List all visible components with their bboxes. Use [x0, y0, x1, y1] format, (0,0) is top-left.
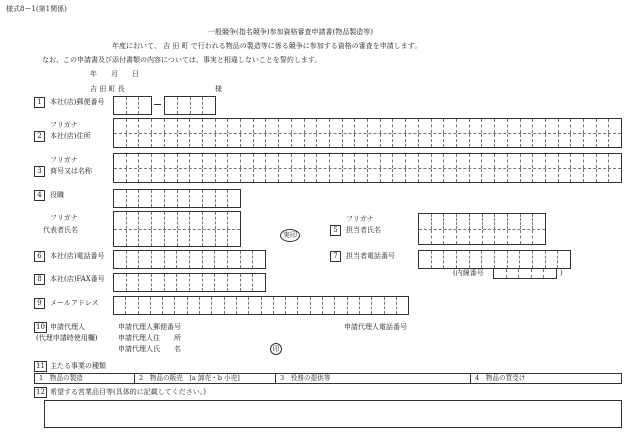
rep-name-label: 代表者氏名 — [43, 226, 78, 234]
contact-phone-input[interactable] — [418, 250, 571, 269]
agent-postal-label: 申請代理人郵便番号 — [118, 323, 181, 331]
honorific: 様 — [215, 85, 222, 93]
email-label: メールアドレス — [50, 299, 99, 307]
business-option-services[interactable]: 3 役務の提供等 — [275, 374, 470, 383]
business-option-sales[interactable]: 2 物品の販売 [a 卸売・b 小売] — [134, 374, 275, 383]
rep-furigana-label: フリガナ — [50, 214, 78, 222]
section-number-4: 4 — [34, 190, 45, 201]
section-number-7: 7 — [330, 251, 341, 262]
agent-usage-note: (代理申請時使用欄) — [36, 334, 98, 342]
company-name-label: 商号又は名称 — [50, 167, 92, 175]
postal-code-label: 本社(店)郵便番号 — [50, 98, 105, 106]
company-phone-input[interactable] — [113, 250, 266, 269]
date-line: 年 月 日 — [90, 70, 139, 78]
company-fax-label: 本社(店)FAX番号 — [50, 275, 105, 283]
desired-items-label: 希望する営業品目等(具体的に記載してください。) — [50, 388, 206, 396]
intro-line-2: なお、この申請書及び添付書類の内容については、事実と相違しないことを誓約します。 — [42, 56, 322, 64]
section-number-10: 10 — [34, 322, 47, 333]
section-number-11: 11 — [34, 361, 47, 372]
agent-phone-label: 申請代理人電話番号 — [344, 323, 407, 331]
extension-label-close: ) — [560, 269, 563, 277]
position-label: 役職 — [50, 191, 64, 199]
form-title: 一般競争(指名競争)参加資格審査申請書(物品製造等) — [208, 28, 373, 36]
agent-name-label: 申請代理人氏 名 — [118, 345, 181, 353]
extension-label-open: (内線番号 — [453, 269, 484, 277]
agent-address-label: 申請代理人住 所 — [118, 334, 181, 342]
company-name-input-grid[interactable] — [113, 153, 622, 183]
business-type-label: 主たる事業の種類 — [50, 362, 106, 370]
section-number-6: 6 — [34, 251, 45, 262]
agent-seal-mark: 印 — [270, 343, 282, 355]
section-number-2: 2 — [34, 131, 45, 142]
addressee: 吉 田 町 長 — [90, 85, 125, 93]
agent-label: 申請代理人 — [50, 323, 85, 331]
section-number-12: 12 — [34, 387, 47, 398]
business-option-manufacturing[interactable]: 1 物品の製造 — [39, 374, 83, 382]
intro-line-1: 年度において、 吉 田 町 で行われる物品の製造等に係る競争に参加する資格の審査を申請します。 — [112, 42, 422, 50]
rep-name-input-grid[interactable] — [113, 211, 241, 247]
section-number-1: 1 — [34, 97, 45, 108]
company-fax-input[interactable] — [113, 273, 266, 292]
contact-name-input-grid[interactable] — [418, 213, 546, 245]
email-input[interactable] — [113, 296, 409, 315]
address-input-grid[interactable] — [113, 118, 622, 148]
contact-name-label: 担当者氏名 — [346, 226, 381, 234]
contact-furigana-label: フリガナ — [346, 215, 374, 223]
postal-separator — [154, 104, 161, 105]
section-number-9: 9 — [34, 298, 45, 309]
postal-code-first-input[interactable] — [113, 96, 152, 115]
section-number-5: 5 — [330, 225, 341, 236]
position-input[interactable] — [113, 189, 241, 208]
form-label: 様式8ー1(第1関係) — [6, 5, 67, 13]
desired-items-input[interactable] — [44, 400, 622, 428]
section-number-8: 8 — [34, 274, 45, 285]
contact-phone-label: 担当者電話番号 — [346, 252, 395, 260]
official-seal-mark: 実印 — [280, 229, 300, 242]
address-label: 本社(店)住所 — [50, 132, 91, 140]
postal-code-second-input[interactable] — [164, 96, 216, 115]
extension-input[interactable] — [493, 268, 557, 279]
company-phone-label: 本社(店)電話番号 — [50, 252, 105, 260]
section-number-3: 3 — [34, 166, 45, 177]
business-option-purchase[interactable]: 4 物品の買受け — [470, 374, 621, 383]
address-furigana-label: フリガナ — [50, 121, 78, 129]
business-type-options — [34, 373, 622, 384]
company-furigana-label: フリガナ — [50, 156, 78, 164]
